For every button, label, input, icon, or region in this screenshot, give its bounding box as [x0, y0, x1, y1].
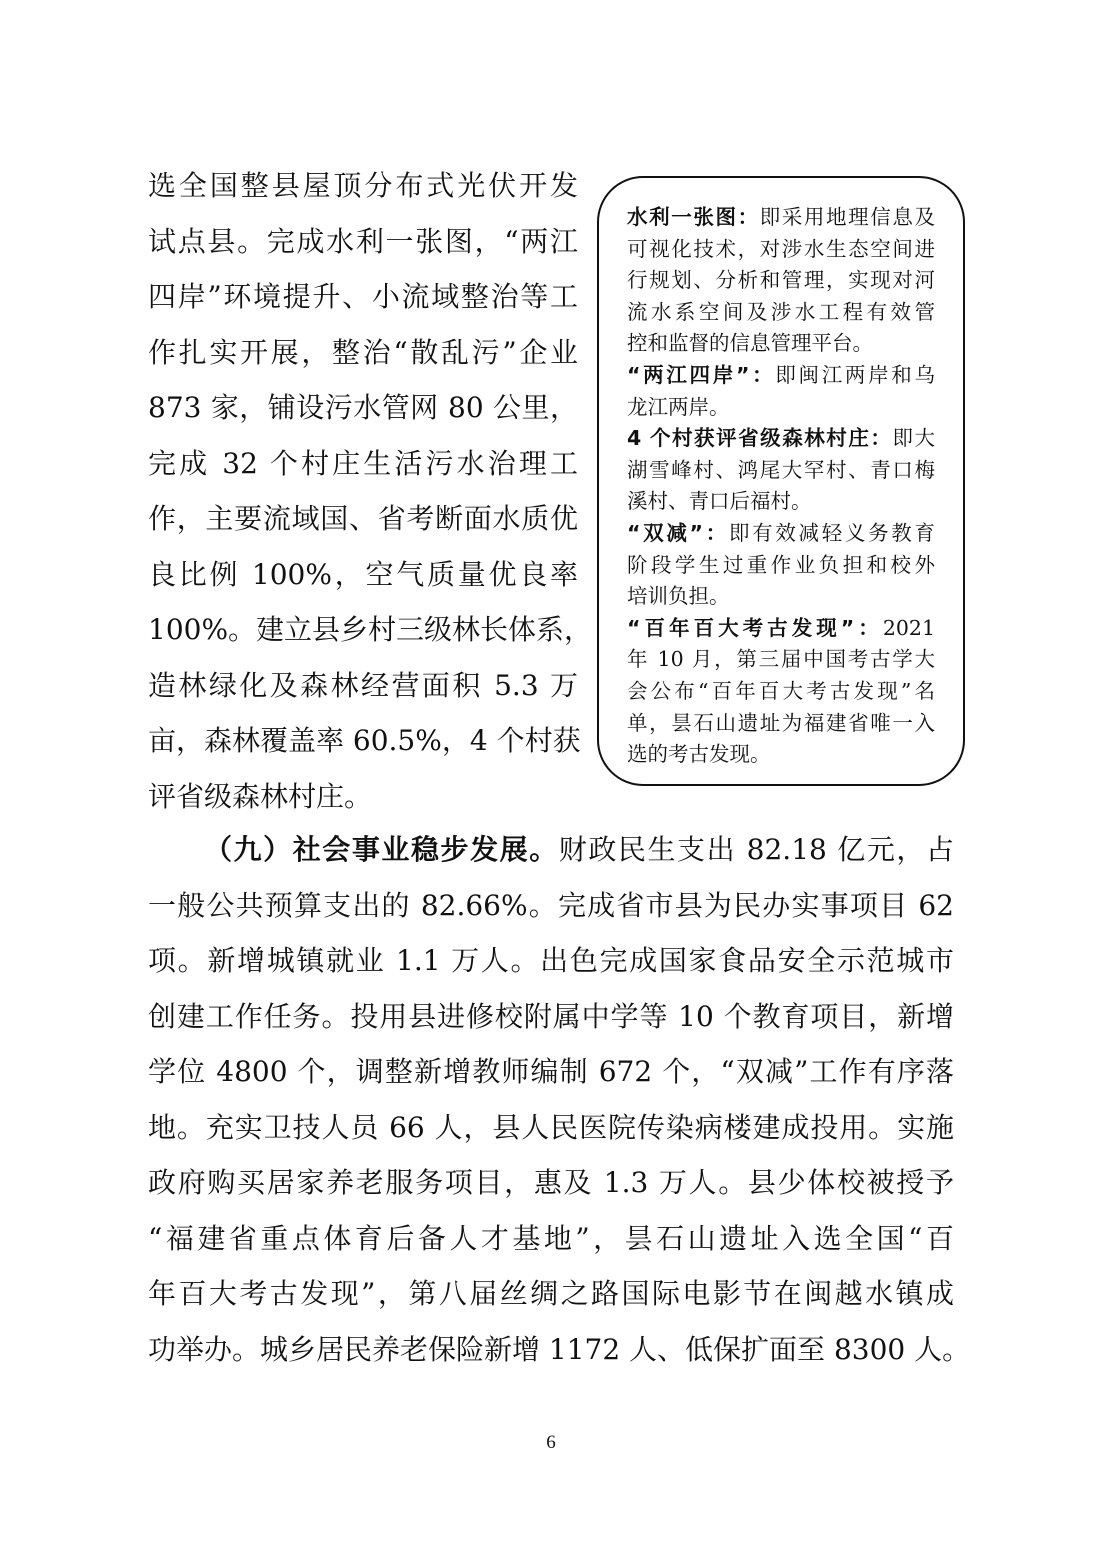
text-line: 地。充实卫技人员 66 人，县人民医院传染病楼建成投用。实施 — [148, 1110, 954, 1144]
note-text: 阶段学生过重作业负担和校外 — [627, 552, 935, 577]
note-text: 会公布“百年百大考古发现”名 — [627, 678, 935, 703]
note-text: 溪村、青口后福村。 — [627, 489, 812, 514]
note-double-reduction — [627, 518, 935, 613]
text-line: 亩，森林覆盖率 60.5%，4 个村获 — [148, 724, 581, 757]
text-segment: 财政民生支出 82.18 亿元，占 — [558, 833, 954, 866]
text-line: 创建工作任务。投用县进修校附属中学等 10 个教育项目，新增 — [148, 999, 954, 1033]
text-line: “福建省重点体育后备人才基地”，昙石山遗址入选全国“百 — [148, 1221, 954, 1255]
note-text: 培训负担。 — [627, 584, 730, 609]
note-text: 可视化技术，对涉水生态空间进 — [627, 236, 935, 261]
page-number: 6 — [546, 1432, 556, 1453]
note-text: 行规划、分析和管理，实现对河 — [627, 268, 935, 293]
text-line: 学位 4800 个，调整新增教师编制 672 个，“双减”工作有序落 — [148, 1055, 954, 1088]
text-line: 四岸”环境提升、小流域整治等工 — [148, 280, 578, 313]
text-line: 作扎实开展，整治“散乱污”企业 — [148, 335, 578, 369]
note-text: 湖雪峰村、鸿尾大罕村、青口梅 — [627, 457, 935, 482]
text-line: 试点县。完成水利一张图，“两江 — [148, 224, 578, 258]
section-heading: （九）社会事业稳步发展。 — [204, 833, 559, 866]
note-text: 2021 — [882, 615, 935, 640]
text-line: 选全国整县屋顶分布式光伏开发 — [148, 169, 578, 202]
left-column-text — [148, 158, 593, 824]
note-water-map — [627, 202, 935, 360]
note-text: 流水系空间及涉水工程有效管 — [627, 299, 935, 324]
text-line: 政府购买居家养老服务项目，惠及 1.3 万人。县少体校被授予 — [148, 1166, 954, 1199]
note-term: 水利一张图： — [627, 205, 760, 229]
note-text: 即大 — [892, 426, 935, 451]
text-line: 功举办。城乡居民养老保险新增 1172 人、低保扩面至 8300 人。 — [148, 1332, 971, 1366]
note-text: 即有效减轻义务教育 — [728, 520, 936, 545]
note-archaeology — [627, 613, 935, 771]
text-line: 一般公共预算支出的 82.66%。完成省市县为民办实事项目 62 — [148, 888, 954, 922]
note-text: 即采用地理信息及 — [759, 205, 936, 229]
note-forest-villages — [627, 423, 935, 518]
text-line: 100%。建立县乡村三级林长体系， — [148, 613, 593, 646]
note-term: “双减”： — [627, 520, 729, 545]
text-line: 评省级森林村庄。 — [148, 779, 373, 813]
text-line: 良比例 100%，空气质量优良率 — [148, 557, 578, 591]
text-line: 项。新增城镇就业 1.1 万人。出色完成国家食品安全示范城市 — [148, 944, 954, 977]
note-text: 控和监督的信息管理平台。 — [627, 331, 873, 356]
text-line: 造林绿化及森林经营面积 5.3 万 — [148, 668, 578, 702]
text-line: 作，主要流域国、省考断面水质优 — [148, 502, 578, 535]
text-line: 年百大考古发现”，第八届丝绸之路国际电影节在闽越水镇成 — [148, 1277, 954, 1310]
text-line: 873 家，铺设污水管网 80 公里， — [148, 391, 578, 424]
text-line — [148, 822, 954, 878]
note-text: 龙江两岸。 — [627, 394, 730, 419]
text-line: 完成 32 个村庄生活污水治理工 — [148, 446, 578, 480]
note-text: 单，昙石山遗址为福建省唯一入 — [627, 710, 935, 735]
note-text: 即闽江两岸和乌 — [775, 362, 936, 387]
note-two-rivers — [627, 360, 935, 423]
note-term: “两江四岸”： — [627, 362, 776, 387]
glossary-note-box — [597, 176, 965, 786]
note-term: 4 个村获评省级森林村庄： — [627, 426, 893, 451]
note-term: “百年百大考古发现”： — [627, 615, 883, 640]
section-social-development — [148, 822, 971, 1377]
note-text: 选的考古发现。 — [627, 742, 771, 767]
note-text: 年 10 月，第三届中国考古学大 — [627, 647, 935, 672]
